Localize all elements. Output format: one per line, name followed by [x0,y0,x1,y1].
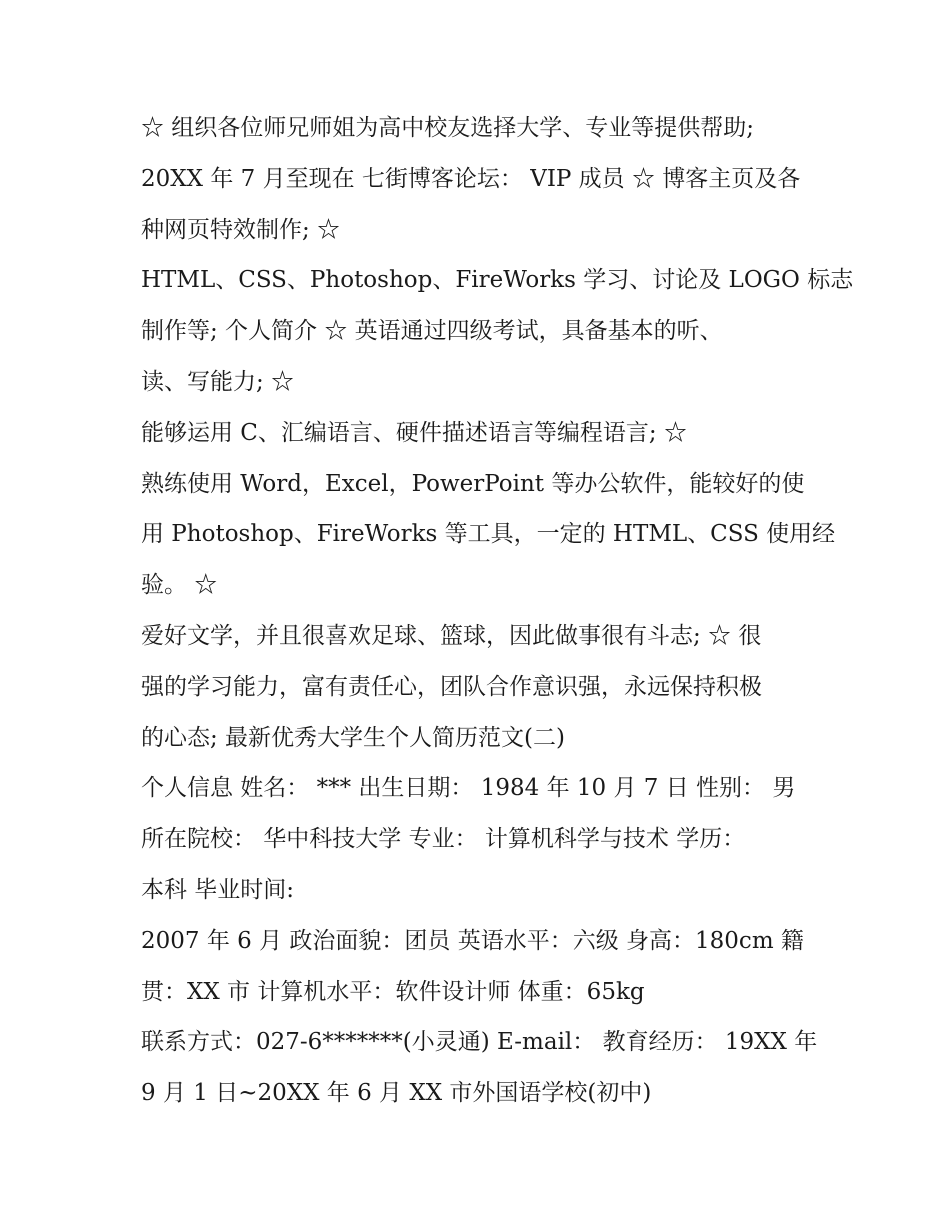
text-line: 能够运用 C、汇编语言、硬件描述语言等编程语言; ☆ [141,419,687,446]
text-line: 2007 年 6 月 政治面貌：团员 英语水平：六级 身高：180cm 籍 [141,927,804,954]
text-line: 所在院校： 华中科技大学 专业： 计算机科学与技术 学历： [141,826,746,853]
text-line: 验。 ☆ [141,572,218,599]
text-line: 种网页特效制作; ☆ [141,216,341,243]
text-line: 的心态; 最新优秀大学生个人简历范文(二) [141,724,566,751]
text-line: 读、写能力; ☆ [141,368,295,395]
text-line: 个人信息 姓名： *** 出生日期： 1984 年 10 月 7 日 性别： 男 [141,775,796,802]
text-line: 联系方式：027-6*******(小灵通) E-mail： 教育经历： 19XX 年 [141,1029,818,1056]
text-line: 贯：XX 市 计算机水平：软件设计师 体重：65kg [141,978,645,1005]
text-line: HTML、CSS、Photoshop、FireWorks 学习、讨论及 LOGO 标志 [141,267,854,294]
text-line: 制作等; 个人简介 ☆ 英语通过四级考试，具备基本的听、 [141,318,723,345]
document-body [141,103,854,1119]
text-line: 爱好文学，并且很喜欢足球、篮球，因此做事很有斗志; ☆ 很 [141,622,762,649]
text-line: ☆ 组织各位师兄师姐为高中校友选择大学、专业等提供帮助; [141,115,755,141]
text-line: 强的学习能力，富有责任心，团队合作意识强，永远保持积极 [141,673,762,700]
text-line: 用 Photoshop、FireWorks 等工具，一定的 HTML、CSS 使用经 [141,521,836,548]
text-line: 熟练使用 Word，Excel，PowerPoint 等办公软件，能较好的使 [141,470,805,497]
text-line: 本科 毕业时间: [141,876,295,903]
text-line: 9 月 1 日~20XX 年 6 月 XX 市外国语学校(初中) [141,1080,652,1107]
text-line: 20XX 年 7 月至现在 七街博客论坛： VIP 成员 ☆ 博客主页及各 [141,165,801,192]
